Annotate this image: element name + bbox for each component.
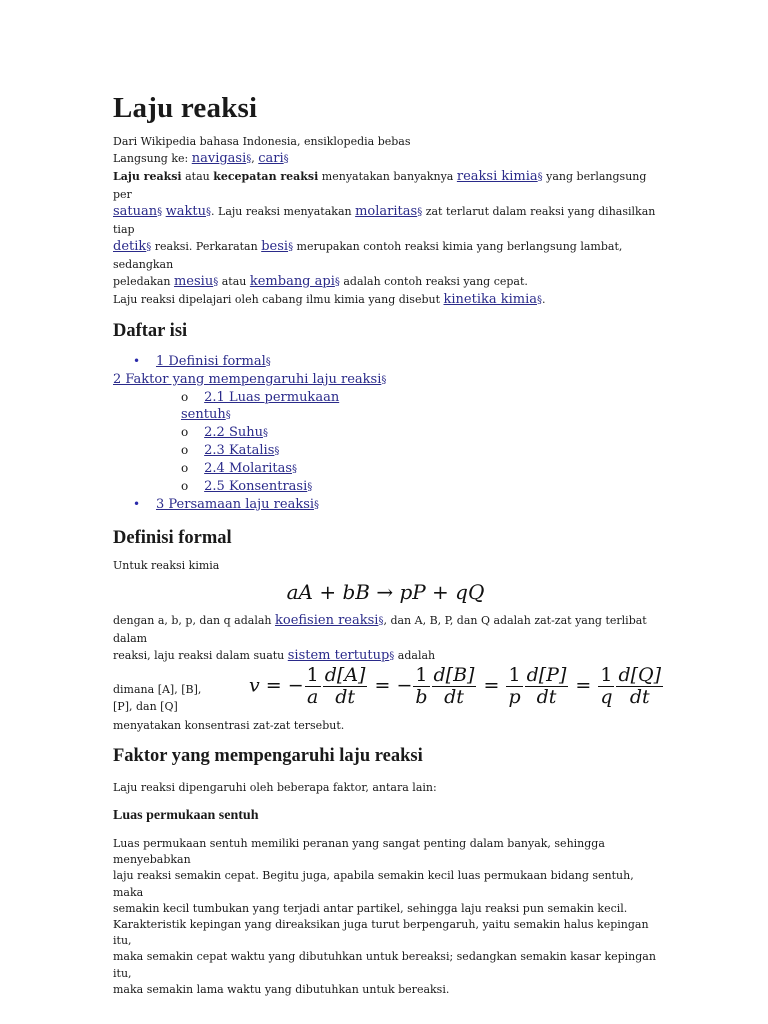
paragraph-line: Luas permukaan sentuh memiliki peranan yang sangat penting dalam banyak, sehingga menyebabkan bbox=[113, 837, 605, 867]
paragraph-line: Karakteristik kepingan yang direaksikan juga turut berpengaruh, yaitu semakin halus kepingan itu, bbox=[113, 918, 649, 948]
circle-bullet-icon: o bbox=[181, 479, 189, 493]
jump-search-link[interactable]: cari bbox=[258, 151, 284, 166]
link-reaksi-kimia[interactable]: reaksi kimia bbox=[456, 169, 538, 184]
toc-link-definisi[interactable]: 1 Definisi formal bbox=[155, 354, 266, 369]
link-besi[interactable]: besi bbox=[261, 239, 289, 254]
toc-item-3: • 3 Persamaan laju reaksi§ bbox=[133, 497, 320, 512]
link-kembang-api[interactable]: kembang api bbox=[249, 274, 335, 289]
intro bbox=[113, 133, 658, 309]
link-satuan[interactable]: satuan bbox=[113, 204, 158, 219]
toc-link-katalis[interactable]: 2.3 Katalis bbox=[204, 443, 275, 458]
definisi-lead: Untuk reaksi kimia bbox=[113, 559, 220, 572]
paragraph-line: semakin kecil tumbukan yang terjadi antar partikel, sehingga laju reaksi pun semakin kecil. bbox=[113, 901, 628, 915]
rate-equation: v = − $\frac{1}{a}$ $\frac{d[A]}{dt}$ = − $\frac{1}{b}$ $\frac{d[B]}{dt}$ = $\frac{1}{p}$ $\frac{d[P]}{dt}$ = $\frac{1}{q}$ $\frac{d[Q]}{dt}$ bbox=[249, 664, 662, 708]
circle-bullet-icon: o bbox=[181, 443, 189, 457]
toc-item-2: 2 Faktor yang mempengaruhi laju reaksi§ bbox=[113, 372, 387, 387]
rate-equation-block bbox=[113, 664, 662, 717]
definisi-after: menyatakan konsentrasi zat-zat tersebut. bbox=[113, 719, 345, 732]
tagline: Dari Wikipedia bahasa Indonesia, ensiklopedia bebas bbox=[113, 135, 411, 148]
toc-heading: Daftar isi bbox=[113, 321, 188, 341]
bullet-icon: • bbox=[133, 354, 141, 368]
toc-sub-1 bbox=[181, 388, 339, 406]
article bbox=[113, 92, 662, 998]
toc-sub-4: o 2.4 Molaritas§ bbox=[181, 461, 298, 476]
toc-link-molaritas[interactable]: 2.4 Molaritas bbox=[204, 461, 293, 476]
toc-link-faktor[interactable]: 2 Faktor yang mempengaruhi laju reaksi bbox=[113, 372, 382, 387]
toc-link-persamaan[interactable]: 3 Persamaan laju reaksi bbox=[155, 497, 315, 512]
link-kinetika-kimia[interactable]: kinetika kimia bbox=[443, 292, 538, 307]
heading-faktor: Faktor yang mempengaruhi laju reaksi bbox=[113, 746, 423, 766]
definisi-paragraph: dengan a, b, p, dan q adalah koefisien reaksi§, dan A, B, P, dan Q adalah zat-zat yang terlibat dalam reaksi, laju reaksi dalam suatu sistem tertutup§ adalah bbox=[113, 613, 647, 663]
paragraph-line: laju reaksi semakin cepat. Begitu juga, apabila semakin kecil luas permukaan bidang sentuh, maka bbox=[113, 869, 634, 899]
intro-paragraph: Laju reaksi atau kecepatan reaksi menyatakan banyaknya reaksi kimia§ yang berlangsung per satuan§ waktu§. Laju reaksi menyatakan molaritas§ zat terlarut dalam reaksi yang dihasilkan tiap detik§ reaksi. Perkaratan besi§ merupakan contoh reaksi kimia yang berlangsung lambat, sedangkan peledakan mesiu§ atau kembang api§ adalah contoh reaksi yang cepat. bbox=[113, 169, 656, 289]
table-of-contents bbox=[113, 342, 658, 512]
toc-link-luas-b[interactable]: sentuh bbox=[181, 407, 226, 422]
link-sistem-tertutup[interactable]: sistem tertutup bbox=[287, 648, 390, 663]
heading-definisi: Definisi formal bbox=[113, 528, 232, 548]
reaction-equation: aA + bB → pP + qQ bbox=[286, 580, 485, 604]
circle-bullet-icon: o bbox=[181, 390, 189, 404]
intro-paragraph-2: Laju reaksi dipelajari oleh cabang ilmu kimia yang disebut kinetika kimia§. bbox=[113, 292, 546, 307]
paragraph-line: maka semakin cepat waktu yang dibutuhkan untuk bereaksi; sedangkan semakin kasar kepingan itu, bbox=[113, 950, 656, 980]
link-detik[interactable]: detik bbox=[113, 239, 147, 254]
page-title: Laju reaksi bbox=[113, 92, 258, 124]
toc-link-konsentrasi[interactable]: 2.5 Konsentrasi bbox=[204, 479, 308, 494]
toc-item-1: • 1 Definisi formal§ bbox=[133, 354, 271, 369]
toc-sub-5: o 2.5 Konsentrasi§ bbox=[181, 479, 313, 494]
circle-bullet-icon: o bbox=[181, 461, 189, 475]
paragraph-line: maka semakin lama waktu yang dibutuhkan untuk bereaksi. bbox=[113, 982, 450, 996]
toc-sub-2: o 2.2 Suhu§ bbox=[181, 425, 268, 440]
toc-link-suhu[interactable]: 2.2 Suhu bbox=[204, 425, 263, 440]
toc-sub-3: o 2.3 Katalis§ bbox=[181, 443, 280, 458]
toc-sub-1-cont: sentuh§ bbox=[181, 407, 231, 422]
link-waktu[interactable]: waktu bbox=[165, 204, 207, 219]
link-molaritas[interactable]: molaritas bbox=[355, 204, 418, 219]
link-koefisien-reaksi[interactable]: koefisien reaksi bbox=[274, 613, 379, 628]
jump-navigation-link[interactable]: navigasi bbox=[191, 151, 247, 166]
jump-to: Langsung ke: navigasi§, cari§ bbox=[113, 151, 289, 166]
faktor-lead: Laju reaksi dipengaruhi oleh beberapa faktor, antara lain: bbox=[113, 781, 437, 794]
circle-bullet-icon: o bbox=[181, 425, 189, 439]
bullet-icon: • bbox=[133, 497, 141, 511]
heading-luas-permukaan: Luas permukaan sentuh bbox=[113, 808, 259, 823]
toc-link-luas-a[interactable]: 2.1 Luas permukaan bbox=[204, 390, 340, 405]
dimana-text: dimana [A], [B], [P], dan [Q] bbox=[113, 683, 202, 713]
luas-paragraph bbox=[113, 836, 658, 998]
link-mesiu[interactable]: mesiu bbox=[173, 274, 214, 289]
